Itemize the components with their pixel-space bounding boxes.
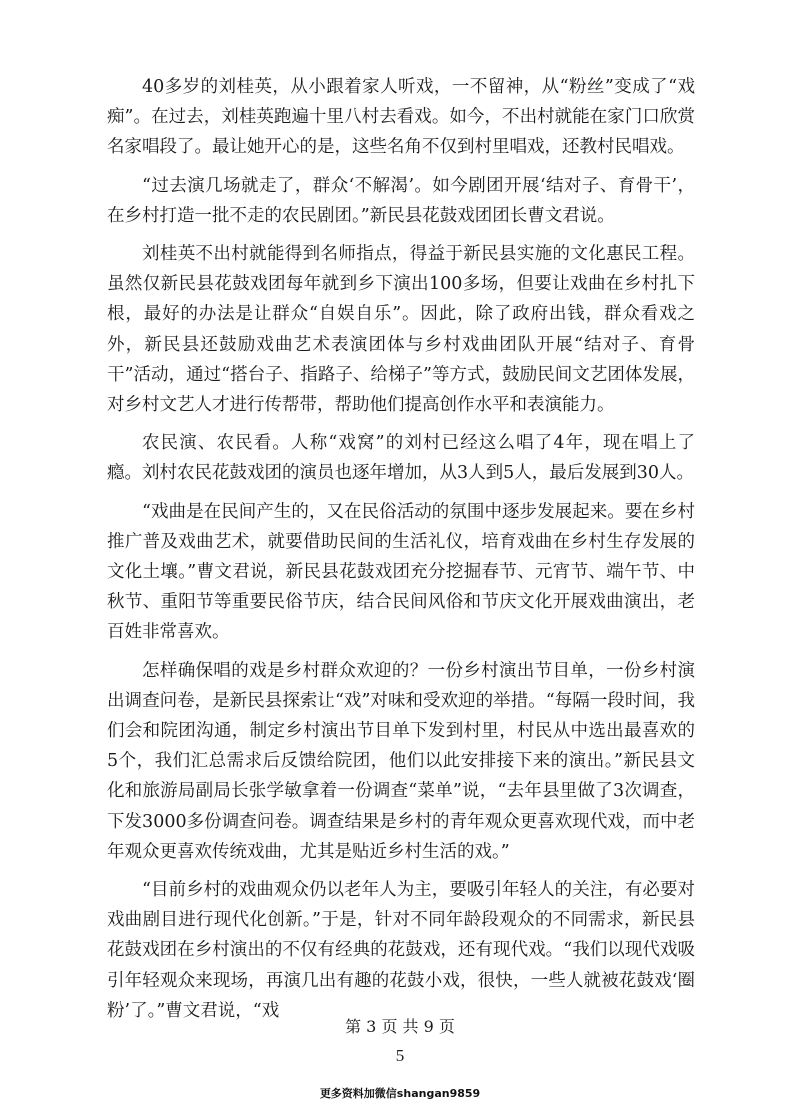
paragraph-3: 刘桂英不出村就能得到名师指点，得益于新民县实施的文化惠民工程。虽然仅新民县花鼓戏团每年就到乡下演出100多场，但要让戏曲在乡村扎下根，最好的办法是让群众“自娱自乐”。因此，除了政府出钱，群众看戏之外，新民县还鼓励戏曲艺术表演团体与乡村戏曲团队开展“结对子、育骨干”活动，通过“搭台子、指路子、给梯子”等方式，鼓励民间文艺团体发展，对乡村文艺人才进行传帮带，帮助他们提高创作水平和表演能力。 xyxy=(107,244,695,416)
paragraph-2: “过去演几场就走了，群众‘不解渴’。如今剧团开展‘结对子、育骨干’，在乡村打造一批不走的农民剧团。”新民县花鼓戏团团长曹文君说。 xyxy=(107,175,695,226)
paragraph-7: “目前乡村的戏曲观众仍以老年人为主，要吸引年轻人的关注，有必要对戏曲剧目进行现代化创新。”于是，针对不同年龄段观众的不同需求，新民县花鼓戏团在乡村演出的不仅有经典的花鼓戏，还有现代戏。“我们以现代戏吸引年轻观众来现场，再演几出有趣的花鼓小戏，很快，一些人就被花鼓戏‘圈粉’了。”曹文君说，“戏 xyxy=(107,880,695,1021)
paragraph-6: 怎样确保唱的戏是乡村群众欢迎的？一份乡村演出节目单，一份乡村演出调查问卷，是新民县探索让“戏”对味和受欢迎的举措。“每隔一段时间，我们会和院团沟通，制定乡村演出节目单下发到村里，村民从中选出最喜欢的5个，我们汇总需求后反馈给院团，他们以此安排接下来的演出。”新民县文化和旅游局副局长张学敏拿着一份调查“菜单”说，“去年县里做了3次调查，下发3000多份调查问卷。调查结果是乡村的青年观众更喜欢现代戏，而中老年观众更喜欢传统戏曲，尤其是贴近乡村生活的戏。” xyxy=(107,660,695,862)
paragraph-4: 农民演、农民看。人称“戏窝”的刘村已经这么唱了4年，现在唱上了瘾。刘村农民花鼓戏团的演员也逐年增加，从3人到5人，最后发展到30人。 xyxy=(107,433,695,484)
footer-note: 更多资料加微信shangan9859 xyxy=(319,1087,481,1100)
page-counter: 第 3 页 共 9 页 xyxy=(345,1017,455,1036)
page-number: 5 xyxy=(395,1046,405,1065)
paragraph-5: “戏曲是在民间产生的，又在民俗活动的氛围中逐步发展起来。要在乡村推广普及戏曲艺术，就要借助民间的生活礼仪，培育戏曲在乡村生存发展的文化土壤。”曹文君说，新民县花鼓戏团充分挖掘春节、元宵节、端午节、中秋节、重阳节等重要民俗节庆，结合民间风俗和节庆文化开展戏曲演出，老百姓非常喜欢。 xyxy=(107,501,695,643)
paragraph-1: 40多岁的刘桂英，从小跟着家人听戏，一不留神，从“粉丝”变成了“戏痴”。在过去，刘桂英跑遍十里八村去看戏。如今，不出村就能在家门口欣赏名家唱段了。最让她开心的是，这些名角不仅到村里唱戏，还教村民唱戏。 xyxy=(107,77,695,158)
article-body xyxy=(107,72,695,1034)
